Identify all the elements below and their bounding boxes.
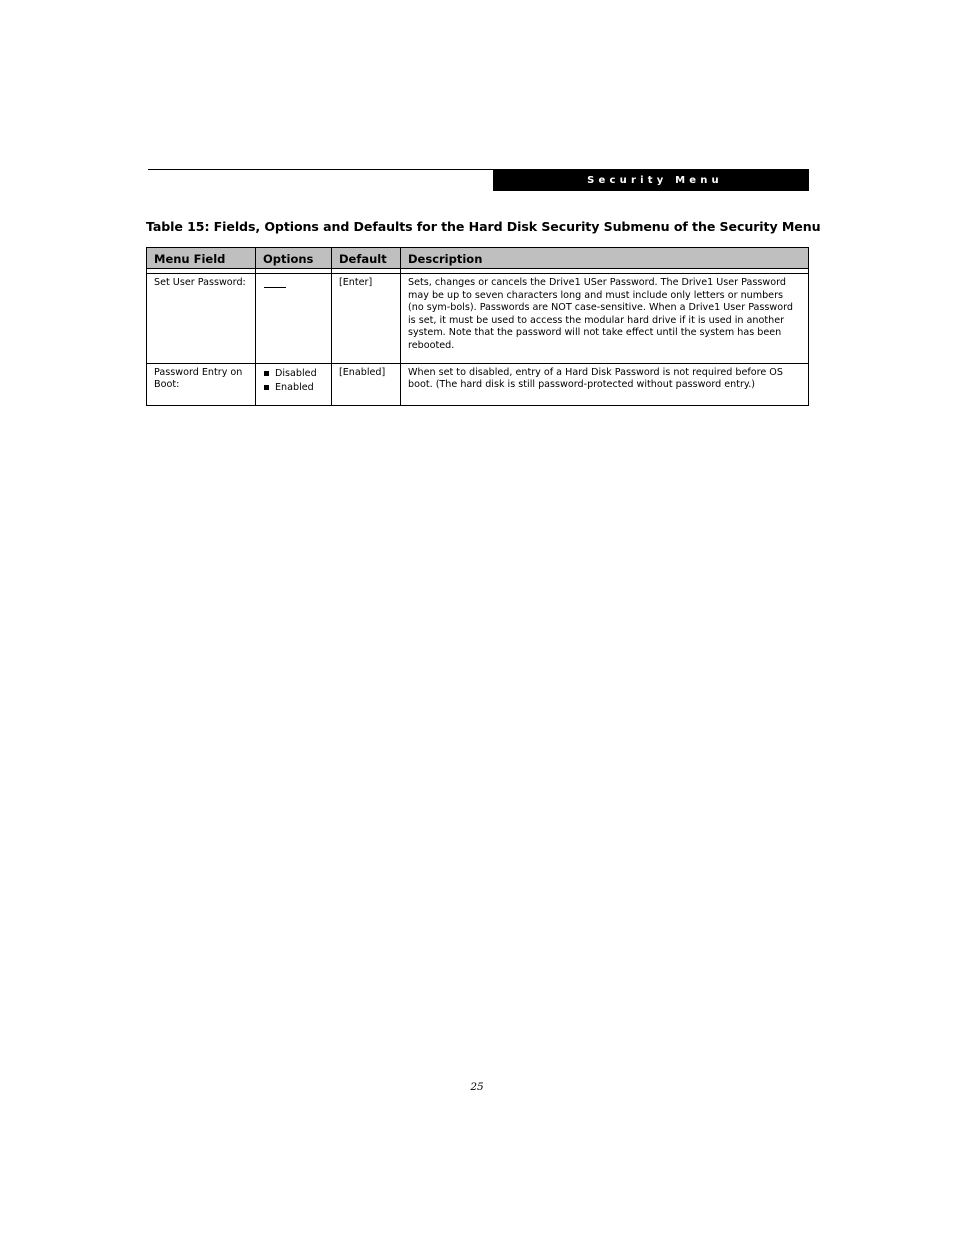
- table-title: Table 15: Fields, Options and Defaults for the Hard Disk Security Submenu of the Security Menu: [146, 219, 821, 234]
- description-cell: When set to disabled, entry of a Hard Disk Password is not required before OS boot. (The hard disk is still password-protected without password entry.): [401, 363, 809, 405]
- default-cell: [Enabled]: [332, 363, 401, 405]
- table-header-row: [147, 248, 809, 269]
- table-row: [147, 363, 809, 405]
- options-blank-line: [264, 287, 286, 288]
- page-number: 25: [470, 1081, 484, 1093]
- option-label: Disabled: [275, 367, 317, 379]
- column-header-default: Default: [332, 248, 401, 269]
- square-bullet-icon: [264, 385, 269, 390]
- column-header-description: Description: [401, 248, 809, 269]
- options-cell: [256, 363, 332, 405]
- settings-table: [146, 247, 809, 406]
- option-label: Enabled: [275, 381, 314, 393]
- description-cell: Sets, changes or cancels the Drive1 USer Password. The Drive1 User Password may be up to seven characters long and must include only letters or numbers (no sym-bols). Passwords are NOT case-sensitive. When a Drive1 User Password is set, it must be used to access the modular hard drive if it is used in another system. Note that the password will not take effect until the system has been rebooted.: [401, 274, 809, 364]
- menu-field-cell: Set User Password:: [147, 274, 256, 364]
- default-cell: [Enter]: [332, 274, 401, 364]
- column-header-options: Options: [256, 248, 332, 269]
- options-list: [263, 367, 324, 395]
- table-row: [147, 274, 809, 364]
- list-item: [263, 381, 324, 395]
- list-item: [263, 367, 324, 381]
- menu-field-cell: Password Entry on Boot:: [147, 363, 256, 405]
- options-cell: [256, 274, 332, 364]
- section-header-band: [493, 169, 809, 191]
- square-bullet-icon: [264, 371, 269, 376]
- header-rule: [148, 169, 493, 170]
- column-header-menu-field: Menu Field: [147, 248, 256, 269]
- section-label: Security Menu: [587, 174, 723, 186]
